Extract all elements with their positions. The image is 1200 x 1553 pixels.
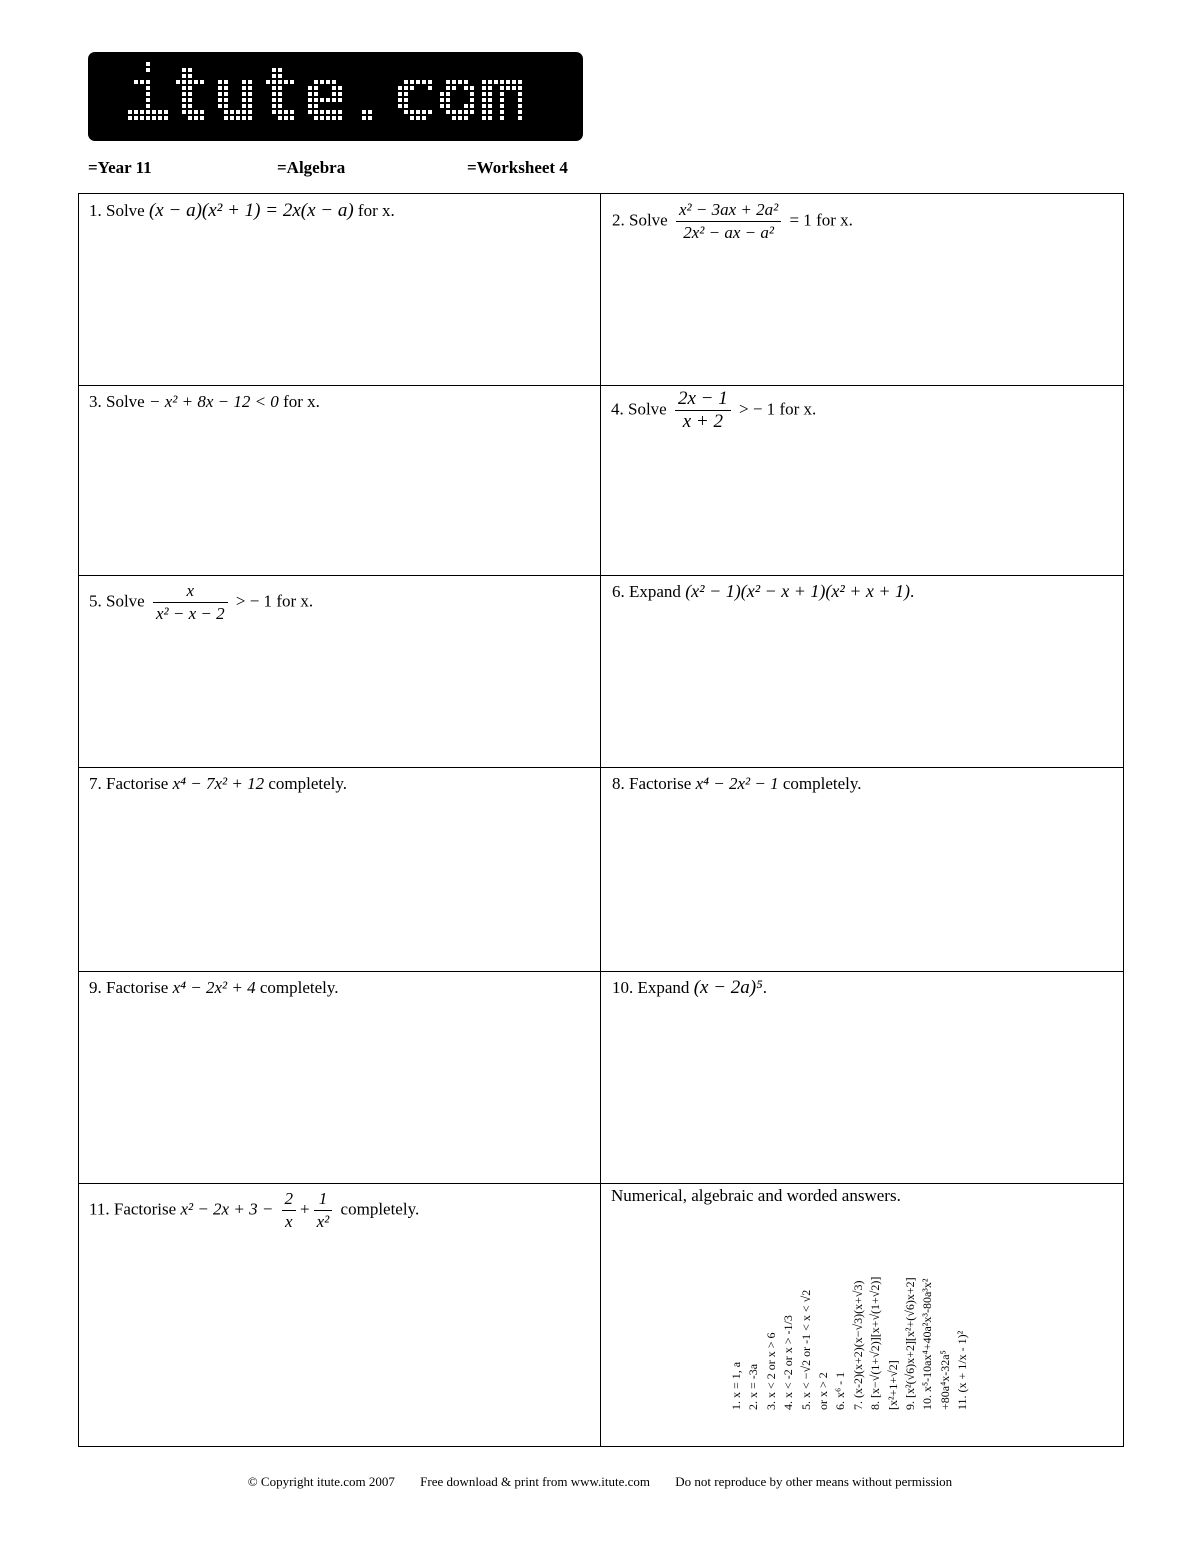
grid-column-divider	[600, 193, 601, 1447]
question-label: 7. Factorise	[89, 774, 169, 793]
answer-line: 9. [x²(√6)x+2][x²+(√6)x+2]	[902, 1277, 917, 1410]
answer-line: 2. x = -3a	[746, 1363, 761, 1410]
question-suffix: completely.	[340, 1199, 420, 1219]
answer-line: 4. x < -2 or x > -1/3	[781, 1315, 796, 1410]
footer-download: Free download & print from www.itute.com	[420, 1474, 651, 1489]
grid-row-divider	[78, 971, 1124, 972]
question-rhs: = 1	[789, 210, 812, 230]
footer-copyright: © Copyright itute.com 2007	[247, 1474, 395, 1489]
question-4	[611, 388, 816, 433]
question-suffix: .	[910, 582, 915, 601]
question-expression: x⁴ − 7x² + 12	[172, 774, 265, 793]
logo-text	[128, 62, 522, 120]
footer	[0, 1474, 1200, 1490]
question-expression: (x − a)(x² + 1) = 2x(x − a)	[148, 200, 354, 221]
answer-line: 1. x = 1, a	[729, 1361, 743, 1410]
answer-line: 5. x < −√2 or -1 < x < √2	[798, 1289, 813, 1410]
question-rhs: > − 1	[235, 591, 273, 611]
answer-line: +80a⁴x-32a⁵	[937, 1350, 952, 1410]
answer-line: 11. (x + 1/x - 1)²	[955, 1330, 970, 1410]
question-suffix: for x.	[816, 210, 853, 230]
question-6	[612, 580, 914, 603]
question-10	[612, 977, 767, 999]
question-2	[612, 199, 853, 244]
question-suffix: completely.	[782, 774, 862, 793]
question-label: 9. Factorise	[89, 978, 169, 997]
question-fraction	[675, 388, 731, 433]
itute-logo	[88, 52, 583, 141]
question-label: 3. Solve	[89, 392, 145, 411]
fraction-denominator: x²	[316, 1212, 330, 1231]
question-5	[89, 580, 313, 625]
footer-notice: Do not reproduce by other means without permission	[675, 1474, 953, 1489]
question-11	[89, 1188, 419, 1233]
question-suffix: for x.	[357, 201, 395, 220]
question-expression: − x² + 8x − 12 < 0	[148, 392, 279, 411]
question-expression: (x² − 1)(x² − x + 1)(x² + x + 1)	[685, 581, 911, 601]
fraction-numerator: 2x − 1	[675, 388, 731, 411]
answer-line: [x²+1+√2]	[885, 1360, 900, 1410]
question-fraction	[676, 199, 781, 244]
question-label: 2. Solve	[612, 210, 668, 230]
topic-label: =Algebra	[277, 158, 346, 177]
answers-list	[728, 1150, 970, 1410]
answer-line: or x > 2	[815, 1372, 830, 1410]
question-expression: x⁴ − 2x² + 4	[172, 978, 256, 997]
answer-line: 3. x < 2 or x > 6	[763, 1332, 778, 1410]
question-rhs: > − 1	[739, 399, 776, 419]
question-operator: +	[300, 1199, 310, 1219]
question-expression: x² − 2x + 3 −	[180, 1199, 274, 1219]
year-label: =Year 11	[88, 158, 152, 177]
question-suffix: completely.	[268, 774, 348, 793]
question-8	[612, 773, 862, 795]
fraction-numerator: x	[153, 580, 228, 603]
answer-line: 10. x⁵-10ax⁴+40a²x³-80a³x²	[920, 1278, 935, 1410]
question-suffix: for x.	[283, 392, 320, 411]
answer-line: 6. x⁶ - 1	[833, 1371, 848, 1410]
question-suffix: for x.	[276, 591, 314, 611]
answer-line: 8. [x−√(1+√2)][x+√(1+√2)]	[868, 1276, 883, 1410]
question-label: 10. Expand	[612, 978, 690, 997]
fraction-numerator: 1	[314, 1188, 333, 1211]
question-fraction	[282, 1188, 297, 1233]
worksheet-label: =Worksheet 4	[467, 158, 568, 177]
question-label: 5. Solve	[89, 591, 145, 611]
question-label: 1. Solve	[89, 201, 145, 220]
question-label: 11. Factorise	[89, 1199, 177, 1219]
question-suffix: for x.	[779, 399, 817, 419]
question-1	[89, 200, 395, 222]
grid-row-divider	[78, 767, 1124, 768]
question-expression: (x − 2a)⁵	[693, 977, 763, 998]
question-label: 6. Expand	[612, 582, 681, 601]
question-7	[89, 773, 347, 795]
question-label: 8. Factorise	[612, 774, 692, 793]
question-fraction	[153, 580, 228, 625]
fraction-numerator: x² − 3ax + 2a²	[676, 199, 781, 222]
fraction-denominator: x² − x − 2	[155, 604, 225, 623]
question-fraction	[314, 1188, 333, 1233]
fraction-denominator: x + 2	[682, 411, 723, 432]
logo-dot-matrix	[88, 52, 583, 141]
question-9	[89, 977, 339, 999]
question-suffix: completely.	[259, 978, 339, 997]
fraction-numerator: 2	[282, 1188, 297, 1211]
question-3	[89, 391, 320, 413]
question-suffix: .	[762, 978, 767, 997]
grid-row-divider	[78, 385, 1124, 386]
fraction-denominator: 2x² − ax − a²	[683, 223, 774, 242]
grid-row-divider	[78, 575, 1124, 576]
question-label: 4. Solve	[611, 399, 667, 419]
question-expression: x⁴ − 2x² − 1	[695, 774, 779, 793]
fraction-denominator: x	[285, 1212, 293, 1231]
answers-title: Numerical, algebraic and worded answers.	[611, 1186, 901, 1205]
answer-line: 7. (x-2)(x+2)(x−√3)(x+√3)	[850, 1280, 865, 1410]
